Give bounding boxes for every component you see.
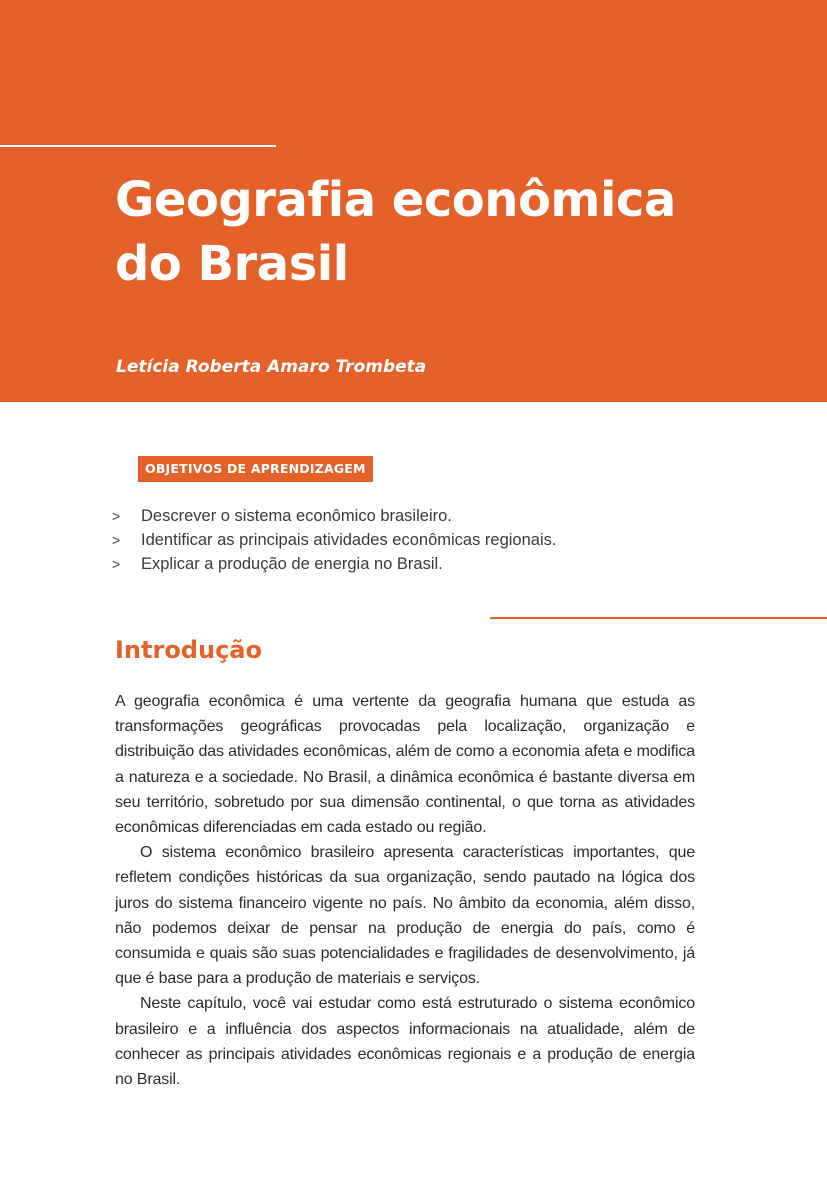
chapter-title [115, 168, 795, 296]
chevron-right-icon: > [112, 508, 121, 524]
chevron-right-icon: > [112, 556, 121, 572]
chapter-header-banner [0, 0, 827, 402]
chapter-title-line-1: Geografia econômica [115, 172, 676, 228]
objective-text: Identificar as principais atividades econômicas regionais. [141, 531, 557, 549]
section-body [115, 689, 695, 1092]
section-divider-line [490, 617, 827, 619]
objective-item [112, 528, 712, 552]
objective-text: Descrever o sistema econômico brasileiro. [141, 507, 452, 525]
objective-item [112, 552, 712, 576]
objectives-label: OBJETIVOS DE APRENDIZAGEM [138, 456, 373, 482]
chevron-right-icon: > [112, 532, 121, 548]
body-paragraph: Neste capítulo, você vai estudar como está estruturado o sistema econômico brasileiro e a influência dos aspectos informacionais na atualidade, além de conhecer as principais atividades econômicas regionais e a produção de energia no Brasil. [115, 995, 695, 1089]
chapter-title-line-2: do Brasil [115, 236, 349, 292]
body-paragraph: O sistema econômico brasileiro apresenta características importantes, que refletem condições históricas da sua organização, sendo pautado na lógica dos juros do sistema financeiro vigente no país. No âmbito da economia, além disso, não podemos deixar de pensar na produção de energia do país, como é consumida e quais são suas potencialidades e fragilidades de desenvolvimento, já que é base para a produção de materiais e serviços. [115, 844, 695, 988]
objective-text: Explicar a produção de energia no Brasil. [141, 555, 443, 573]
objective-item [112, 504, 712, 528]
objectives-list [112, 504, 712, 576]
chapter-author: Letícia Roberta Amaro Trombeta [116, 357, 427, 377]
section-heading: Introdução [115, 636, 262, 664]
body-paragraph: A geografia econômica é uma vertente da geografia humana que estuda as transformações geográficas provocadas pela localização, organização e distribuição das atividades econômicas, além de como a economia afeta e modifica a natureza e a sociedade. No Brasil, a dinâmica econômica é bastante diversa em seu território, sobretudo por sua dimensão continental, o que torna as atividades econômicas diferenciadas em cada estado ou região. [115, 693, 695, 837]
header-divider-line [0, 145, 276, 147]
